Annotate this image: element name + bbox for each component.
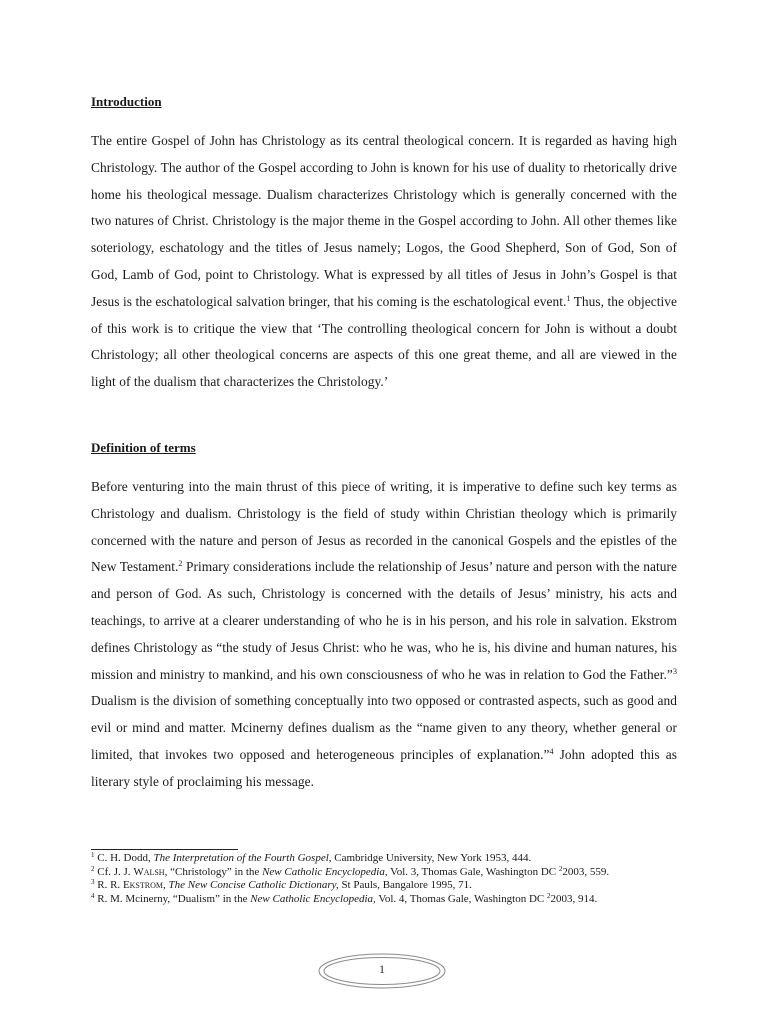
footnote-number: 1	[91, 851, 95, 859]
footnote-ref-1[interactable]: 1	[566, 293, 571, 303]
definition-text-1: Before venturing into the main thrust of this piece of writing, it is imperative to define such key terms as Christology and dualism. Christology is the field of study within Christian theology which is primarily concerned with the nature and person of Jesus as recorded in the canonical Gospels and the epistles of the New Testament.	[91, 479, 677, 575]
footnote-title: New Catholic Encyclopedia,	[262, 865, 388, 878]
paragraph-definition	[91, 474, 677, 796]
footnote-author: Ekstrom	[122, 879, 163, 891]
footnote-number: 4	[91, 891, 95, 900]
definition-text-3: Dualism is the division of something conceptually into two opposed or contrasted aspects, such as good and evil or mind and matter. Mcinerny defines dualism as the “name given to any theory, whether general or limited, that invokes two opposed and heterogeneous principles of explanation.”	[91, 693, 677, 762]
page-number: 1	[379, 962, 385, 976]
footnote-separator	[91, 849, 238, 850]
footnote-text: Vol. 3, Thomas Gale, Washington DC	[387, 865, 559, 878]
edition-number: 2	[558, 864, 563, 873]
footnote-number: 3	[91, 878, 95, 886]
definition-text-2: Primary considerations include the relationship of Jesus’ nature and person with the nature and person of God. As such, Christology is concerned with the details of Jesus’ ministry, his acts and teachings, to arrive at a clearer understanding of who he is in his person, and his role in salvation. Ekstrom defines Christology as “the study of Jesus Christ: who he was, who he is, his divine and human natures, his mission and ministry to mankind, and his own consciousness of who he was in relation to God the Father.”	[91, 559, 677, 682]
footnote-text: R. M. Mcinerny, “Dualism” in the	[94, 892, 251, 905]
definition-text-4: John adopted this as literary style of proclaiming his message.	[91, 746, 677, 789]
paragraph-introduction	[91, 128, 677, 396]
footnote-title: The Interpretation of the Fourth Gospel,	[153, 852, 332, 864]
heading-definition-of-terms: Definition of terms	[91, 440, 196, 455]
footnote-text: 2003, 914.	[550, 892, 598, 905]
footnote-ref-2[interactable]: 2	[178, 559, 183, 569]
footnote-text: R. R.	[94, 879, 123, 891]
footnote-ref-4[interactable]: 4	[549, 746, 554, 756]
footnote-text: Vol. 4, Thomas Gale, Washington DC	[375, 892, 548, 905]
footnote-ref-3[interactable]: 3	[672, 666, 677, 676]
footnotes-list	[91, 852, 679, 906]
footnote-number: 2	[91, 864, 95, 873]
footnote-title: The New Concise Catholic Dictionary,	[168, 879, 339, 891]
footnote-1	[91, 852, 679, 866]
intro-text-2: Thus, the objective of this work is to critique the view that ‘The controlling theological concern for John is without a doubt Christology; all other theological concerns are aspects of this one great theme, and all are viewed in the light of the dualism that characterizes the Christology.’	[91, 293, 678, 390]
page-number-badge	[317, 952, 447, 990]
edition-number: 2	[547, 891, 551, 900]
footnote-author: Walsh	[133, 865, 165, 878]
footnote-3	[91, 879, 679, 893]
intro-text-1: The entire Gospel of John has Christology as its central theological concern. It is regarded as having high Christology. The author of the Gospel according to John is known for his use of duality to rhetorically drive home his theological message. Dualism characterizes Christology which is generally concerned with the two natures of Christ. Christology is the major theme in the Gospel according to John. All other themes like soteriology, eschatology and the titles of Jesus namely; Logos, the Good Shepherd, Son of God, Son of God, Lamb of God, point to Christology. What is expressed by all titles of Jesus in John’s Gospel is that Jesus is the eschatological salvation bringer, that his coming is the eschatological event.	[91, 133, 677, 309]
footnote-text: , “Christology” in the	[164, 865, 263, 878]
footnote-text: C. H. Dodd,	[94, 852, 154, 864]
footnote-text: St Pauls, Bangalore 1995, 71.	[338, 879, 472, 891]
footnote-2	[91, 866, 679, 880]
footnote-title: New Catholic Encyclopedia,	[250, 892, 376, 905]
footnote-4	[91, 893, 679, 907]
footnote-text: Cf. J. J.	[94, 865, 134, 878]
heading-introduction: Introduction	[91, 94, 162, 109]
footnote-text: 2003, 559.	[562, 865, 610, 878]
footnote-text: Cambridge University, New York 1953, 444.	[331, 852, 532, 864]
footnote-text: ,	[163, 879, 169, 891]
